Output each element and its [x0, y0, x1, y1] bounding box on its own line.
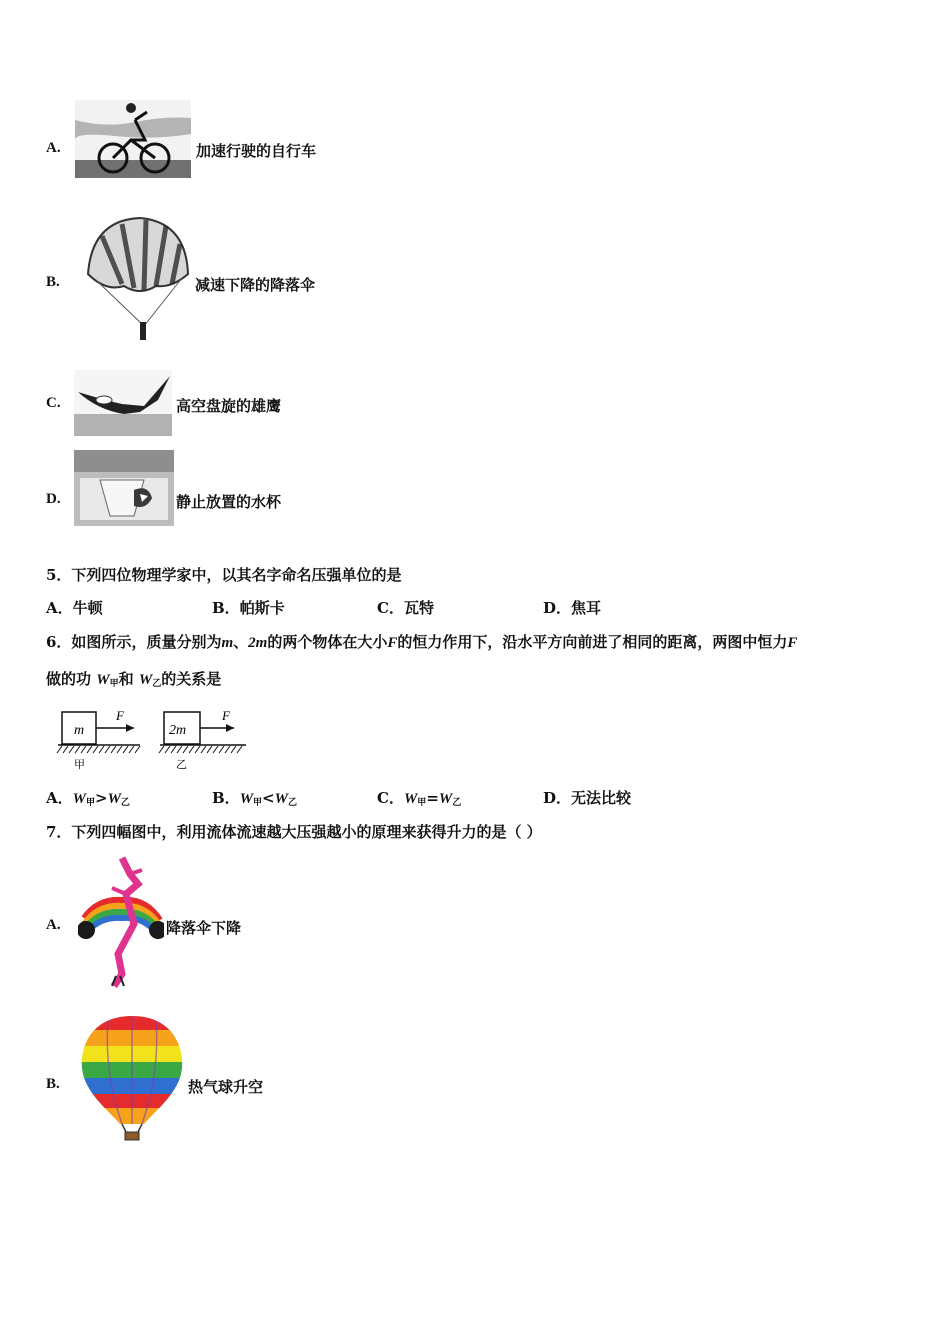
q6-c-op: =: [426, 789, 439, 807]
q5-option-b: [212, 597, 285, 618]
q4-option-b-letter: B.: [46, 274, 60, 290]
q5-option-d: [543, 597, 601, 618]
q4-option-d-text: 静止放置的水杯: [176, 493, 282, 511]
q6-a-w1: W: [72, 791, 86, 807]
q6-sep: 、: [233, 633, 249, 651]
q7-option-b-text: 热气球升空: [188, 1078, 264, 1096]
block-m-label: m: [74, 723, 85, 738]
q6-a-w2: W: [107, 791, 121, 807]
q6-option-d-text: 无法比较: [571, 789, 632, 807]
q6-and: 和: [118, 670, 134, 688]
q6-option-c: [377, 787, 461, 808]
cyclist-photo: [75, 100, 191, 178]
q6-var-w1: W: [96, 672, 110, 688]
q5-option-a-text: 牛顿: [72, 599, 103, 617]
q6-c-w1: W: [403, 791, 418, 807]
q6-a-s2: 乙: [120, 798, 130, 808]
q6-force-figure: [56, 704, 252, 774]
q6-stem-mid: 的两个物体在大小: [267, 633, 388, 651]
q5-option-c-text: 瓦特: [403, 599, 434, 617]
cup-photo: [74, 450, 174, 526]
q5-option-b-letter: B．: [212, 599, 240, 617]
q6-stem-prefix: 6．如图所示，质量分别为: [46, 633, 222, 651]
q6-option-a-letter: A．: [46, 789, 73, 807]
q6-line2-tail: 的关系是: [161, 670, 222, 688]
q5-option-d-letter: D．: [543, 599, 572, 617]
q6-var-2m: 2m: [248, 635, 268, 651]
q6-stem-line1: [46, 631, 797, 652]
q5-option-a: [46, 597, 103, 618]
q5-option-b-text: 帕斯卡: [239, 599, 285, 617]
q6-option-b-letter: B．: [212, 789, 240, 807]
hot-air-balloon-photo: [78, 1012, 186, 1142]
q6-option-d-letter: D．: [543, 789, 572, 807]
force-label-2: F: [222, 708, 230, 723]
block-2m-label: 2m: [169, 723, 187, 738]
force-label-1: F: [116, 708, 124, 723]
q6-b-op: <: [262, 789, 275, 807]
q6-c-w2: W: [438, 791, 453, 807]
q6-sub-yi: 乙: [152, 679, 162, 689]
q5-stem: 5．下列四位物理学家中，以其名字命名压强单位的是: [46, 566, 402, 584]
q6-b-w1: W: [239, 791, 254, 807]
q5-option-c: [377, 597, 434, 618]
q4-option-a-letter: A.: [46, 140, 61, 156]
q6-option-b: [212, 787, 297, 808]
q6-sub-jia: 甲: [109, 679, 119, 689]
q7-option-a-text: 降落伞下降: [166, 919, 242, 937]
rainbow-parachute-photo: [78, 854, 164, 988]
q6-option-d: [543, 787, 631, 808]
parachute-photo: [82, 214, 192, 346]
q6-var-f: F: [387, 635, 398, 651]
q4-option-a-text: 加速行驶的自行车: [196, 142, 317, 160]
q7-option-a-letter: A.: [46, 917, 61, 933]
q6-c-s2: 乙: [452, 798, 462, 808]
q7-option-b-letter: B.: [46, 1076, 60, 1092]
q6-b-w2: W: [274, 791, 288, 807]
fig-caption-yi: 乙: [176, 758, 187, 771]
q6-option-c-letter: C．: [377, 789, 404, 807]
q6-b-s1: 甲: [253, 798, 263, 808]
q6-stem-line2: [46, 668, 221, 689]
q6-option-a: [46, 787, 130, 808]
q6-a-s1: 甲: [85, 798, 95, 808]
q6-var-m: m: [221, 635, 234, 651]
q6-var-f2: F: [787, 635, 798, 651]
q5-option-a-letter: A．: [46, 599, 73, 617]
q5-option-d-text: 焦耳: [571, 599, 602, 617]
q6-stem-tail: 的恒力作用下，沿水平方向前进了相同的距离，两图中恒力: [397, 633, 788, 651]
q4-option-c-letter: C.: [46, 395, 61, 411]
q6-a-op: >: [95, 789, 108, 807]
q7-stem: 7．下列四幅图中，利用流体流速越大压强越小的原理来获得升力的是（ ）: [46, 823, 542, 841]
q6-var-w2: W: [138, 672, 153, 688]
eagle-photo: [74, 370, 172, 436]
q6-line2-prefix: 做的功: [46, 670, 92, 688]
q6-c-s1: 甲: [417, 798, 427, 808]
q4-option-d-letter: D.: [46, 491, 61, 507]
fig-caption-jia: 甲: [74, 758, 85, 771]
q6-b-s2: 乙: [287, 798, 297, 808]
q4-option-b-text: 减速下降的降落伞: [195, 276, 316, 294]
q5-option-c-letter: C．: [377, 599, 404, 617]
q4-option-c-text: 高空盘旋的雄鹰: [176, 397, 282, 415]
